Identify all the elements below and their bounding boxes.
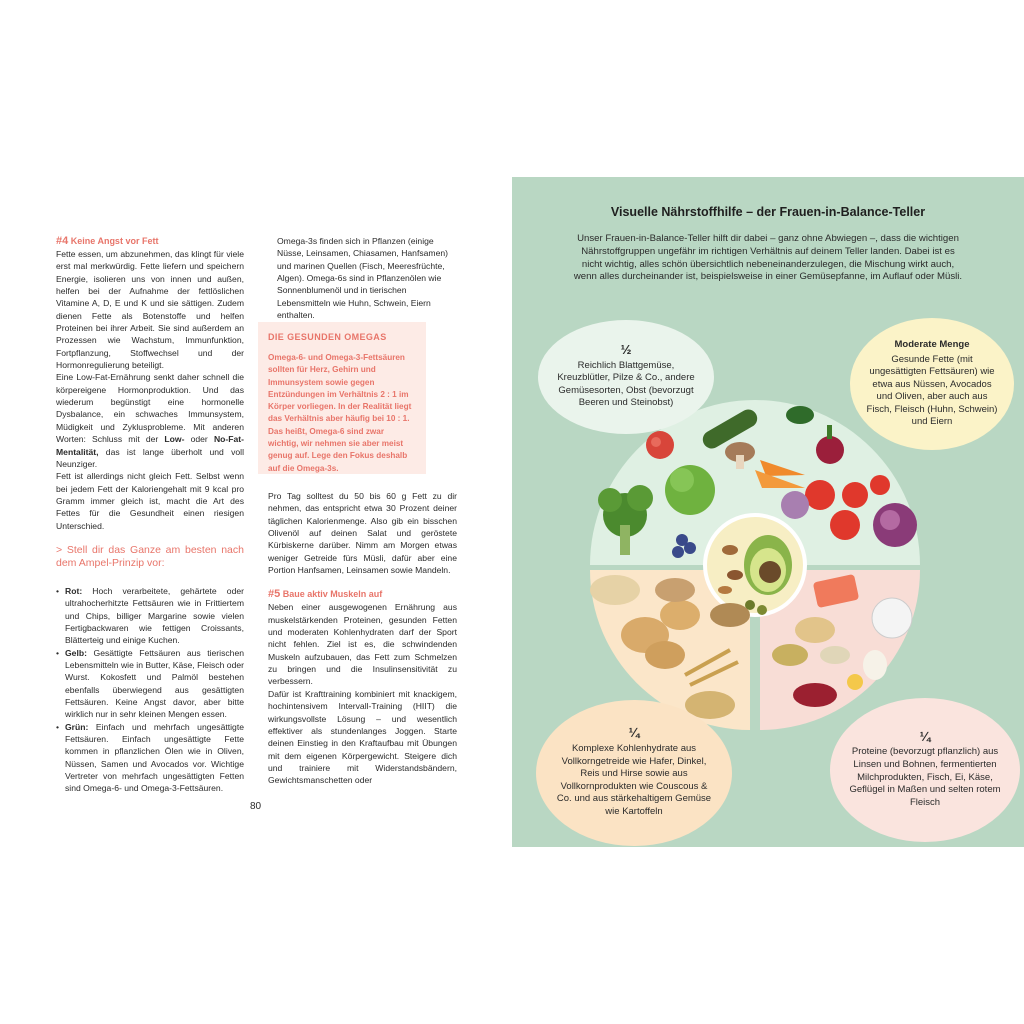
section-5-number: #5 — [268, 588, 281, 601]
page-number: 80 — [250, 801, 262, 812]
list-item-yellow: • Gelb: Gesättigte Fettsäuren aus tierischen Lebensmitteln wie in Butter, Käse, Fleisch oder Wurst. Kokosfett und Palmöl bestehen ebenfalls überwiegend aus gesättigten Fettsäuren. Keine Angst davor, aber bitte wirklich nur in sehr kleinen Mengen essen. — [64, 647, 244, 721]
vegetables-bubble — [538, 320, 714, 434]
proteins-text: Proteine (bevorzugt pflanzlich) aus Linsen und Bohnen, fermentierten Milchprodukten, Fisch, Ei, Käse, Geflügel in Maßen und selten rotem Fleisch — [849, 746, 1001, 808]
section-5-paragraph-1: Neben einer ausgewogenen Ernährung aus muskelstärkenden Proteinen, gesunden Fetten und moderaten Kohlenhydraten darf der Sport nicht fehlen. Ziel ist es, die schwindenden Muskeln aufzubauen, das Fett zum Schmelzen zu bringen und die Insulinsensitivität zu verbessern. — [268, 602, 457, 687]
list-item-green: • Grün: Einfach und mehrfach ungesättigte Fettsäuren. Einfach ungesättigte Fette kommen in pflanzlichen Ölen wie in Oliven, Nüssen, Samen und Avocados vor. Wichtige Vertreter von mehrfach ungesättigten Fetten sind Omega-6- und Omega-3-Fettsäuren. — [64, 721, 244, 795]
omega3-paragraph: Omega-3s finden sich in Pflanzen (einige Nüsse, Leinsamen, Chiasamen, Hanfsamen) und marinen Quellen (Fisch, Meeresfrüchte, Algen). Omega-6s sind in Pflanzenölen wie Sonnenblumenöl und in tierischen Lebensmitteln wie Huhn, Schwein, Eiern enthalten. — [277, 236, 449, 321]
apple-icon — [646, 431, 674, 459]
spinach-icon — [786, 406, 814, 424]
yogurt-icon — [872, 598, 912, 638]
section-4-paragraph-3: Fett ist allerdings nicht gleich Fett. Selbst wenn bei jedem Fett der Kaloriengehalt mit 9 kcal pro Gramm immer gleich ist, macht die Art des Fettes für die Gesundheit einen riesigen Unterschied. — [56, 471, 244, 531]
fats-bubble — [850, 318, 1014, 450]
quinoa-icon — [820, 646, 850, 664]
fats-title: Moderate Menge — [894, 338, 970, 350]
left-column-2-bottom — [268, 490, 457, 787]
list-item-red: • Rot: Hoch verarbeitete, gehärtete oder ultrahocherhitzte Fettsäuren wie in Frittiertem und Chips, billiger Margarine sowie vielen Fertigbackwaren wie fettigen Croissants, Blätterteig und einige Kuchen. — [64, 585, 244, 647]
panel-intro: Unser Frauen-in-Balance-Teller hilft dir dabei – ganz ohne Abwiegen –, dass die wichtigen Nährstoffgruppen ungefähr im richtigen Verhältnis auf deinem Teller landen. Dabei ist es nicht wichtig, alles schön übersichtlich nebeneinanderzulegen, die Mischung wirkt auch, wenn alles durcheinander ist, beispielsweise in einer Gemüsepfanne, im Auflauf oder Müsli. — [573, 233, 963, 283]
oats-icon — [590, 575, 640, 605]
balance-plate-illustration — [590, 400, 920, 730]
chickpeas-icon — [795, 617, 835, 643]
vegetables-fraction: ½ — [620, 342, 632, 358]
panel-title: Visuelle Nährstoffhilfe – der Frauen-in-Balance-Teller — [610, 205, 926, 219]
section-4-title: Keine Angst vor Fett — [70, 236, 159, 246]
fats-text: Gesunde Fette (mit ungesättigten Fettsäuren) wie etwa aus Nüssen, Avocados und Oliven, aber auch aus Fisch, Fleisch (Huhn, Schwein) und Eiern — [866, 353, 998, 428]
traffic-light-list — [56, 585, 244, 795]
carbs-text: Komplexe Kohlenhydrate aus Vollkorngetreide wie Hafer, Dinkel, Reis und Hirse sowie aus Vollkornprodukten wie Couscous & Co. und aus stärkehaltigem Gemüse wie Kartoffeln — [556, 743, 712, 817]
fat-amount-paragraph: Pro Tag solltest du 50 bis 60 g Fett zu dir nehmen, das entspricht etwa 30 Prozent deiner täglichen Kalorienmenge. Also gib ein bisschen Olivenöl auf deinen Salat und geröstete Kürbiskerne darüber. Nimm am Morgen etwas weniger Getreide fürs Müsli, dafür aber eine Portion Hanfsamen, Leinsamen sowie Mandeln. — [268, 491, 457, 576]
section-4-number: #4 — [56, 235, 69, 247]
omega-box-text: Omega-6- und Omega-3-Fettsäuren sollten für Herz, Gehirn und Immunsystem sowie gegen Entzündungen im Verhältnis 2 : 1 im Körper vorliegen. In der Realität liegt das Verhältnis aber häufig bei 10 : 1. Das heißt, Omega-6 sind zwar wichtig, wir nehmen sie aber meist genug auf. Lege den Fokus deshalb auf die Omega-3s. — [268, 353, 412, 473]
pasta-icon — [655, 578, 695, 602]
red-cabbage-icon — [873, 503, 917, 547]
left-column-2-top — [277, 235, 457, 321]
omega-box-title: DIE GESUNDEN OMEGAS — [268, 332, 387, 342]
lentils-icon — [772, 644, 808, 666]
section-5-paragraph-2: Dafür ist Krafttraining kombiniert mit knackigem, hochintensivem Intervall-Training (HIIT) die wirkungsvollste Lösung – und wesentlich effektiver als stundenlanges Joggen. Starte deinen Einstieg in den Kraftaufbau mit Übungen mit dem eigenen Körpergewicht. Steigere dich und trainiere mit Widerstandsbändern, Gewichtsmanschetten oder — [268, 688, 457, 786]
proteins-bubble — [830, 698, 1020, 842]
omega-info-box — [258, 322, 426, 474]
proteins-fraction: ¼ — [919, 728, 931, 744]
vegetables-text: Reichlich Blattgemüse, Kreuzblütler, Pilze & Co., andere Gemüsesorten, Obst (bevorzugt Beeren und Steinobst) — [557, 359, 695, 409]
carbs-bubble — [536, 700, 732, 846]
avocado-icon — [744, 535, 792, 595]
lettuce-icon — [665, 465, 715, 515]
section-4-paragraph-2: Eine Low-Fat-Ernährung senkt daher schnell die körpereigene Hormonproduktion. Und das wiederum begünstigt eine hormonelle Dysbalance, ein schwaches Immunsystem, Müdigkeit und Zyklusprobleme. Mit anderen Worten: Schluss mit der Low- oder No-Fat-Mentalität, das ist lange überholt und voll Neunziger. — [56, 372, 245, 469]
left-column-1 — [56, 235, 244, 795]
onion-icon — [781, 491, 809, 519]
section-4-heading — [56, 235, 244, 248]
kidney-beans-icon — [793, 683, 837, 707]
carbs-fraction: ¼ — [628, 725, 640, 741]
section-4-paragraph-1: Fette essen, um abzunehmen, das klingt für viele erst mal merkwürdig. Fette liefern und speichern Energie, isolieren uns von innen und außen, helfen bei der Aufnahme der fettlöslichen Vitamine A, D, E und K und sie sättigen. Zudem dienen Fette als Botenstoffe und helfen Proteinen bei ihrer Arbeit. Sie sind außerdem an Prozessen wie Wachstum, Immunfunktion, Fortpflanzung, Stoffwechsel und der Hormonregulierung beteiligt. — [56, 249, 244, 371]
section-5-heading — [268, 588, 457, 601]
traffic-light-hint: > Stell dir das Ganze am besten nach dem Ampel-Prinzip vor: — [56, 543, 244, 570]
section-5-title: Baue aktiv Muskeln auf — [282, 589, 383, 600]
